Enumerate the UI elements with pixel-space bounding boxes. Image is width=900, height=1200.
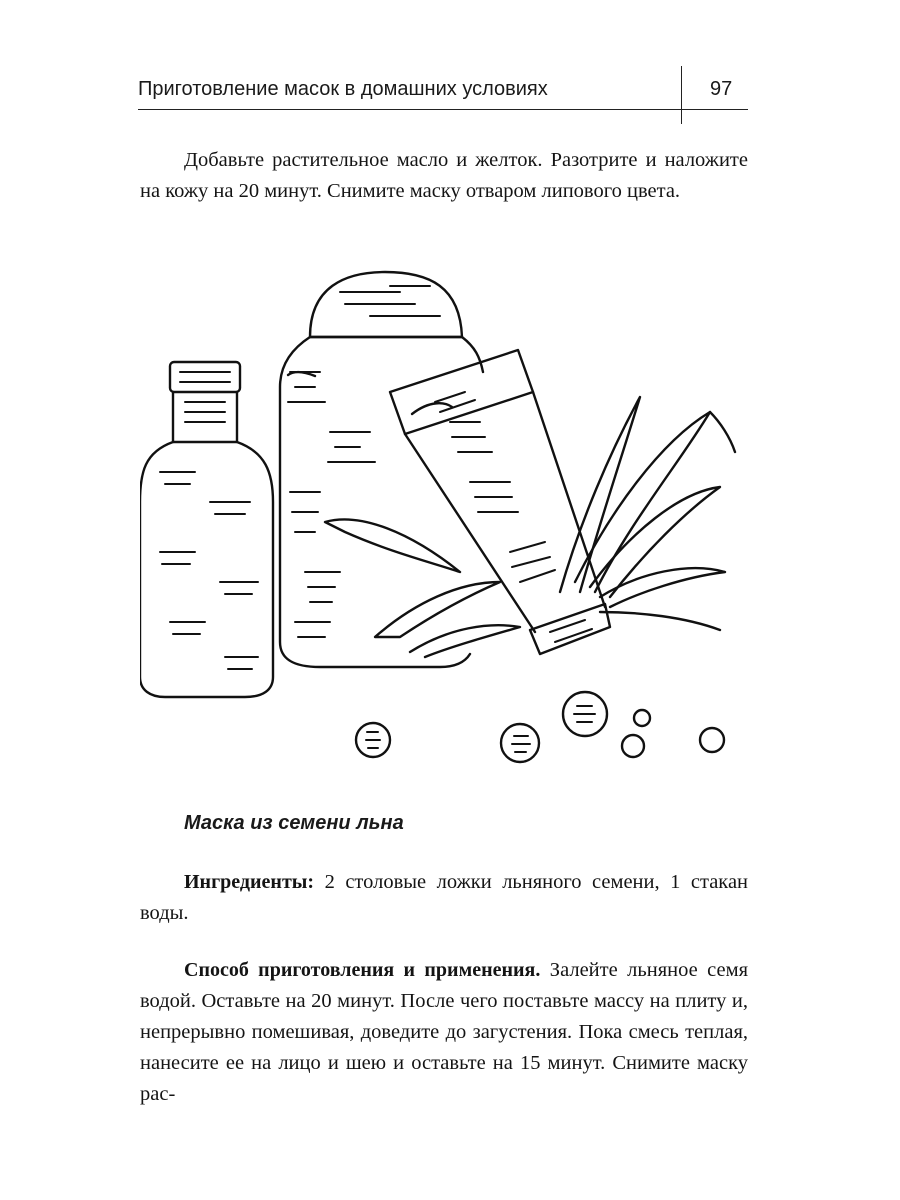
paragraph-top-text: Добавьте растительное масло и желток. Разотрите и наложите на кожу на 20 минут. Снимите маску отваром липового цвета.	[140, 149, 748, 202]
running-head-title: Приготовление масок в домашних условиях	[138, 78, 548, 100]
running-head	[138, 66, 748, 124]
method-text: Залейте льняное семя водой. Оставьте на 20 минут. После чего поставьте массу на плиту и, непрерывно помешивая, доведите до загустения. Пока смесь теплая, нанесите ее на лицо и шею и оставьте на 15 минут. Снимите маску рас-	[140, 959, 749, 1105]
page-number: 97	[710, 78, 733, 100]
tall-bottle-drawing	[280, 272, 483, 667]
paragraph-top	[140, 145, 748, 207]
paragraph-method	[140, 955, 748, 1110]
pearls-drawing	[356, 692, 724, 762]
cosmetics-illustration	[140, 262, 750, 782]
ingredients-text: 2 столовые ложки льняного семени, 1 стакан воды.	[140, 871, 749, 924]
running-head-rule	[138, 109, 748, 110]
method-label: Способ приготовления и применения.	[184, 959, 541, 981]
leaves-drawing	[325, 397, 735, 657]
running-head-divider	[681, 66, 682, 124]
section-heading: Маска из семени льна	[184, 812, 404, 834]
paragraph-ingredients	[140, 867, 748, 929]
ingredients-label: Ингредиенты:	[184, 871, 315, 893]
tube-drawing	[390, 350, 610, 654]
